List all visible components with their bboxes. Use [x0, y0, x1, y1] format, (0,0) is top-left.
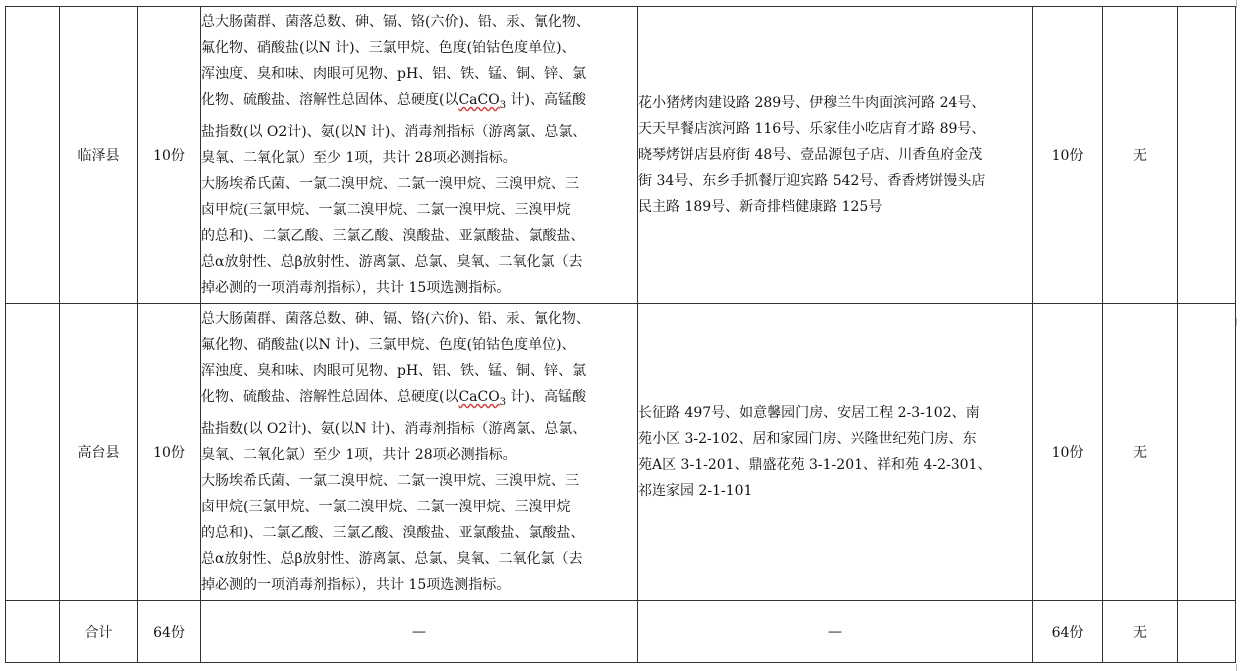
- required-indicators-line: 浑浊度、臭和味、肉眼可见物、pH、铝、铁、锰、铜、锌、氯: [201, 66, 587, 83]
- total-count-cell: 64份: [1033, 601, 1103, 663]
- address-line: 民主路 189号、新奇排档健康路 125号: [638, 199, 883, 215]
- blank-cell: [6, 601, 60, 663]
- required-indicators-line: 盐指数(以 O2计)、氨(以N 计)、消毒剂指标（游离氯、总氯、: [201, 123, 587, 140]
- required-indicators-line: 氟化物、硝酸盐(以N 计)、三氯甲烷、色度(铂钴色度单位)、: [201, 40, 576, 57]
- blank-cell: [6, 304, 60, 601]
- note-cell: 无: [1103, 7, 1178, 304]
- required-indicators-line: 臭氧、二氧化氯）至少 1项，共计 28项必测指标。: [201, 446, 517, 463]
- total-addresses-cell: —: [638, 601, 1033, 663]
- page-edge-mark: [1236, 664, 1237, 671]
- blank-cell: [6, 7, 60, 304]
- required-indicators-line: 总大肠菌群、菌落总数、砷、镉、铬(六价)、铅、汞、氰化物、: [201, 311, 590, 328]
- blank-cell: [1178, 7, 1236, 304]
- optional-indicators-line: 大肠埃希氏菌、一氯二溴甲烷、二氯一溴甲烷、三溴甲烷、三: [201, 175, 579, 192]
- required-indicators-line: 臭氧、二氧化氯）至少 1项，共计 28项必测指标。: [201, 149, 517, 166]
- optional-indicators-line: 掉必测的一项消毒剂指标），共计 15项选测指标。: [201, 576, 511, 593]
- required-indicators-line: 化物、硫酸盐、溶解性总固体、总硬度(以CaCO$_3$ 计)、高锰酸: [201, 389, 587, 408]
- address-line: 花小猪烤肉建设路 289号、伊穆兰牛肉面滨河路 24号、: [638, 95, 986, 111]
- total-label-cell: 合计: [60, 601, 138, 663]
- spellcheck-squiggle: CaCO$_3$: [458, 92, 507, 111]
- county-cell: 临泽县: [60, 7, 138, 304]
- address-line: 苑小区 3-2-102、居和家园门房、兴隆世纪苑门房、东: [638, 431, 977, 447]
- page-edge-mark: [1236, 318, 1237, 326]
- optional-indicators-line: 卤甲烷(三氯甲烷、一氯二溴甲烷、二氯一溴甲烷、三溴甲烷: [201, 498, 571, 515]
- address-line: 天天早餐店滨河路 116号、乐家佳小吃店育才路 89号、: [638, 121, 986, 137]
- address-cell: [638, 304, 1033, 601]
- indicators-cell: [201, 304, 638, 601]
- total-indicators-cell: —: [201, 601, 638, 663]
- total-samples-cell: 64份: [138, 601, 201, 663]
- required-indicators-line: 浑浊度、臭和味、肉眼可见物、pH、铝、铁、锰、铜、锌、氯: [201, 363, 587, 380]
- required-indicators-line: 总大肠菌群、菌落总数、砷、镉、铬(六价)、铅、汞、氰化物、: [201, 14, 590, 31]
- optional-indicators-line: 的总和)、二氯乙酸、三氯乙酸、溴酸盐、亚氯酸盐、氯酸盐、: [201, 524, 585, 541]
- optional-indicators-line: 掉必测的一项消毒剂指标），共计 15项选测指标。: [201, 279, 511, 296]
- address-line: 祁连家园 2-1-101: [638, 483, 753, 499]
- note-cell: 无: [1103, 304, 1178, 601]
- address-line: 晓琴烤饼店县府街 48号、壹品源包子店、川香鱼府金茂: [638, 147, 983, 163]
- blank-cell: [1178, 304, 1236, 601]
- optional-indicators-line: 卤甲烷(三氯甲烷、一氯二溴甲烷、二氯一溴甲烷、三溴甲烷: [201, 201, 571, 218]
- table-row: [6, 304, 1236, 601]
- county-cell: 高台县: [60, 304, 138, 601]
- sample-count-cell: 10份: [138, 7, 201, 304]
- sample-count-cell: 10份: [138, 304, 201, 601]
- required-indicators-line: 氟化物、硝酸盐(以N 计)、三氯甲烷、色度(铂钴色度单位)、: [201, 337, 576, 354]
- optional-indicators-line: 的总和)、二氯乙酸、三氯乙酸、溴酸盐、亚氯酸盐、氯酸盐、: [201, 227, 585, 244]
- table-row: [6, 7, 1236, 304]
- blank-cell: [1178, 601, 1236, 663]
- address-line: 街 34号、东乡手抓餐厅迎宾路 542号、香香烤饼馒头店: [638, 173, 986, 189]
- spellcheck-squiggle: CaCO$_3$: [458, 389, 507, 408]
- planned-count-cell: 10份: [1033, 7, 1103, 304]
- sampling-table: [5, 6, 1236, 663]
- indicators-cell: [201, 7, 638, 304]
- total-note-cell: 无: [1103, 601, 1178, 663]
- optional-indicators-line: 大肠埃希氏菌、一氯二溴甲烷、二氯一溴甲烷、三溴甲烷、三: [201, 472, 579, 489]
- address-cell: [638, 7, 1033, 304]
- required-indicators-line: 化物、硫酸盐、溶解性总固体、总硬度(以CaCO$_3$ 计)、高锰酸: [201, 92, 587, 111]
- optional-indicators-line: 总α放射性、总β放射性、游离氯、总氯、臭氧、二氧化氯（去: [201, 253, 583, 270]
- page-edge-mark: [1236, 0, 1237, 8]
- planned-count-cell: 10份: [1033, 304, 1103, 601]
- optional-indicators-line: 总α放射性、总β放射性、游离氯、总氯、臭氧、二氧化氯（去: [201, 550, 583, 567]
- address-line: 长征路 497号、如意馨园门房、安居工程 2-3-102、南: [638, 405, 980, 421]
- total-row: [6, 601, 1236, 663]
- address-line: 苑A区 3-1-201、鼎盛花苑 3-1-201、祥和苑 4-2-301、: [638, 457, 992, 473]
- required-indicators-line: 盐指数(以 O2计)、氨(以N 计)、消毒剂指标（游离氯、总氯、: [201, 420, 587, 437]
